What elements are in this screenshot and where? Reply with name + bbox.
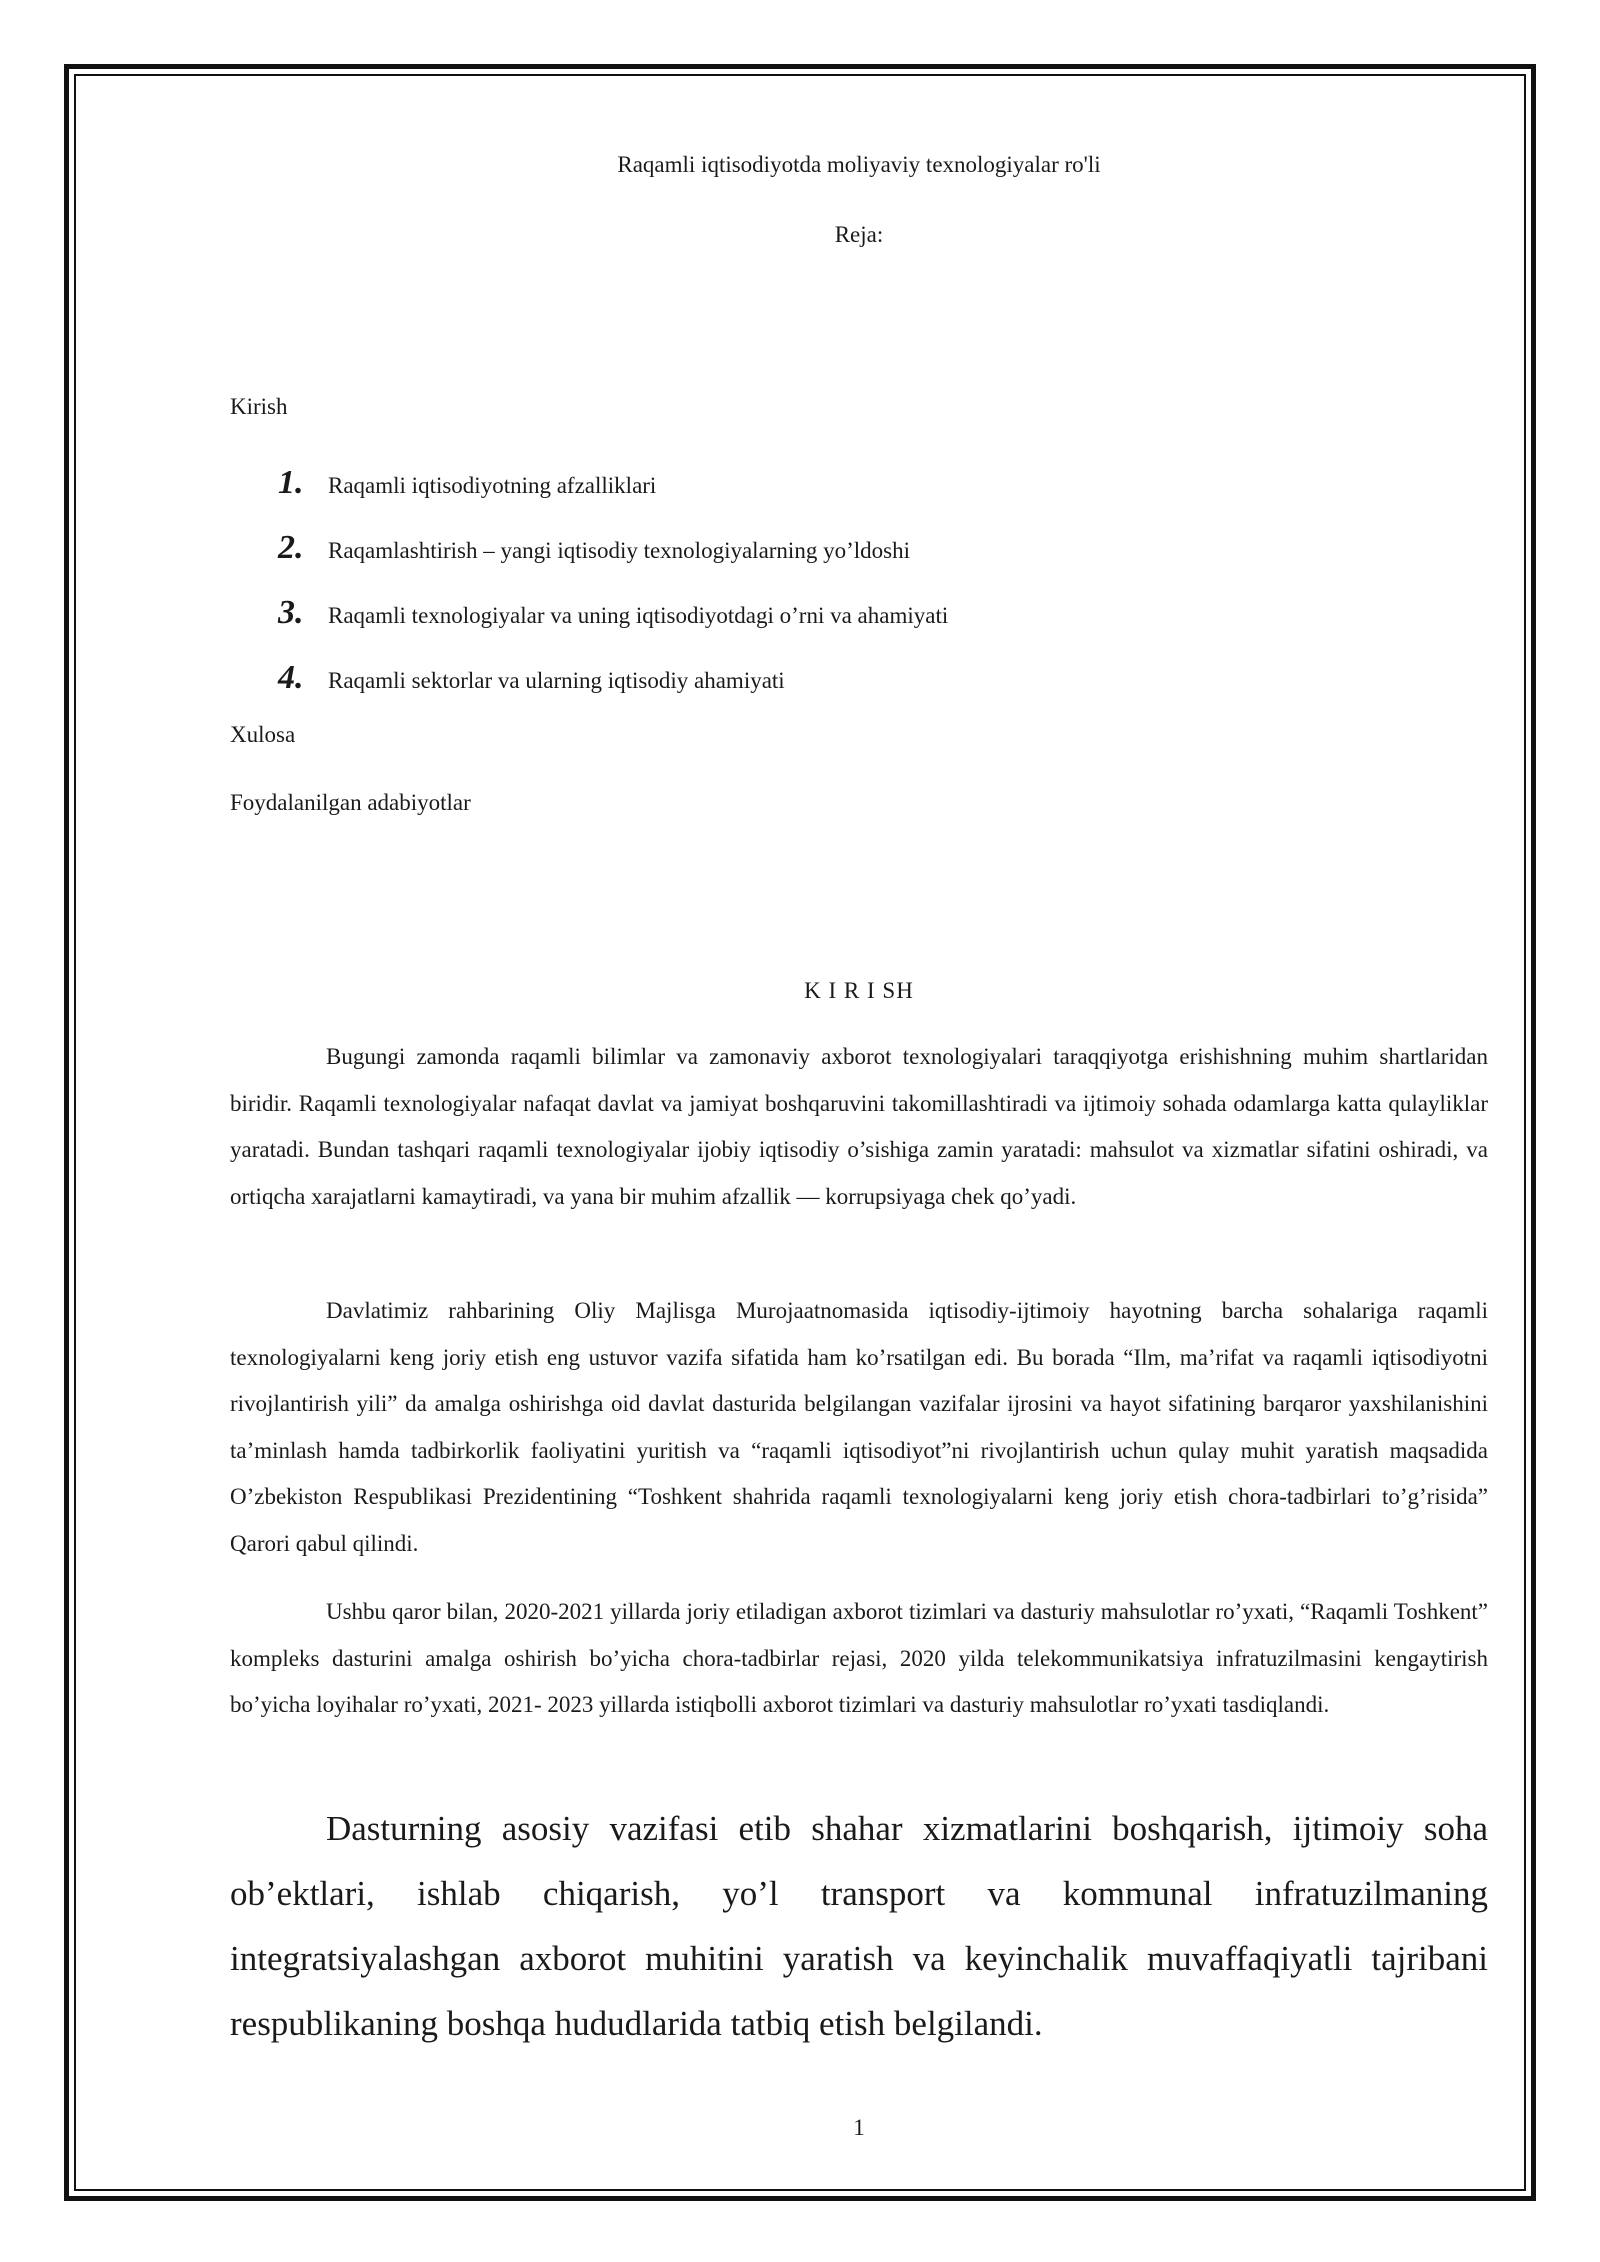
paragraph: Bugungi zamonda raqamli bilimlar va zamonaviy axborot texnologiyalari taraqqiyotga erishishning muhim shartlaridan biridir. Raqamli texnologiyalar nafaqat davlat va jamiyat boshqaruvini takomillashtiradi va ijtimoiy sohada odamlarga katta qulayliklar yaratadi. Bundan tashqari raqamli texnologiyalar ijobiy iqtisodiy o’sishiga zamin yaratadi: mahsulot va xizmatlar sifatini oshiradi, va ortiqcha xarajatlarni kamaytiradi, va yana bir muhim afzallik — korrupsiyaga chek qo’yadi. <box>230 1044 1488 1209</box>
page-number: 1 <box>853 2115 865 2140</box>
document-page <box>230 0 1488 2262</box>
toc-item-number: 1. <box>278 464 304 501</box>
toc-item-label: Raqamli texnologiyalar va uning iqtisodiyotdagi o’rni va ahamiyati <box>328 603 949 628</box>
paragraph-large: Dasturning asosiy vazifasi etib shahar xizmatlarini boshqarish, ijtimoiy soha ob’ektlari, ishlab chiqarish, yo’l transport va kommunal infratuzilmaning integratsiyalashgan axborot muhitini yaratish va keyinchalik muvaffaqiyatli tajribani respublikaning boshqa hududlarida tatbiq etish belgilandi. <box>230 1809 1488 2043</box>
toc-item-number: 2. <box>278 529 304 566</box>
toc-conclusion: Xulosa <box>230 722 296 747</box>
toc-item-label: Raqamlashtirish – yangi iqtisodiy texnologiyalarning yo’ldoshi <box>328 538 910 563</box>
toc-list <box>278 464 948 724</box>
toc-item <box>278 529 948 594</box>
plan-heading: Reja: <box>834 222 884 247</box>
document-title: Raqamli iqtisodiyotda moliyaviy texnologiyalar ro'li <box>617 152 1101 177</box>
toc-intro: Kirish <box>230 394 288 419</box>
toc-item <box>278 594 948 659</box>
paragraph: Ushbu qaror bilan, 2020-2021 yillarda joriy etiladigan axborot tizimlari va dasturiy mahsulotlar ro’yxati, “Raqamli Toshkent” kompleks dasturini amalga oshirish bo’yicha chora-tadbirlar rejasi, 2020 yilda telekommunikatsiya infratuzilmasini kengaytirish bo’yicha loyihalar ro’yxati, 2021- 2023 yillarda istiqbolli axborot tizimlari va dasturiy mahsulotlar ro’yxati tasdiqlandi. <box>230 1599 1488 1717</box>
toc-item-number: 3. <box>278 594 304 631</box>
paragraph: Davlatimiz rahbarining Oliy Majlisga Murojaatnomasida iqtisodiy-ijtimoiy hayotning barcha sohalariga raqamli texnologiyalarni keng joriy etish eng ustuvor vazifa sifatida ham ko’rsatilgan edi. Bu borada “Ilm, ma’rifat va raqamli iqtisodiyotni rivojlantirish yili” da amalga oshirishga oid davlat dasturida belgilangan vazifalar ijrosini va hayot sifatining barqaror yaxshilanishini ta’minlash hamda tadbirkorlik faoliyatini yuritish va “raqamli iqtisodiyot”ni rivojlantirish uchun qulay muhit yaratish maqsadida O’zbekiston Respublikasi Prezidentining “Toshkent shahrida raqamli texnologiyalarni keng joriy etish chora-tadbirlari to’g’risida” Qarori qabul qilindi. <box>230 1298 1488 1556</box>
toc-references: Foydalanilgan adabiyotlar <box>230 790 471 815</box>
toc-item-label: Raqamli sektorlar va ularning iqtisodiy ahamiyati <box>328 668 785 693</box>
toc-item <box>278 659 948 724</box>
toc-item-number: 4. <box>278 659 304 696</box>
toc-item <box>278 464 948 529</box>
toc-item-label: Raqamli iqtisodiyotning afzalliklari <box>328 473 657 498</box>
section-heading: K I R I SH <box>804 978 914 1003</box>
